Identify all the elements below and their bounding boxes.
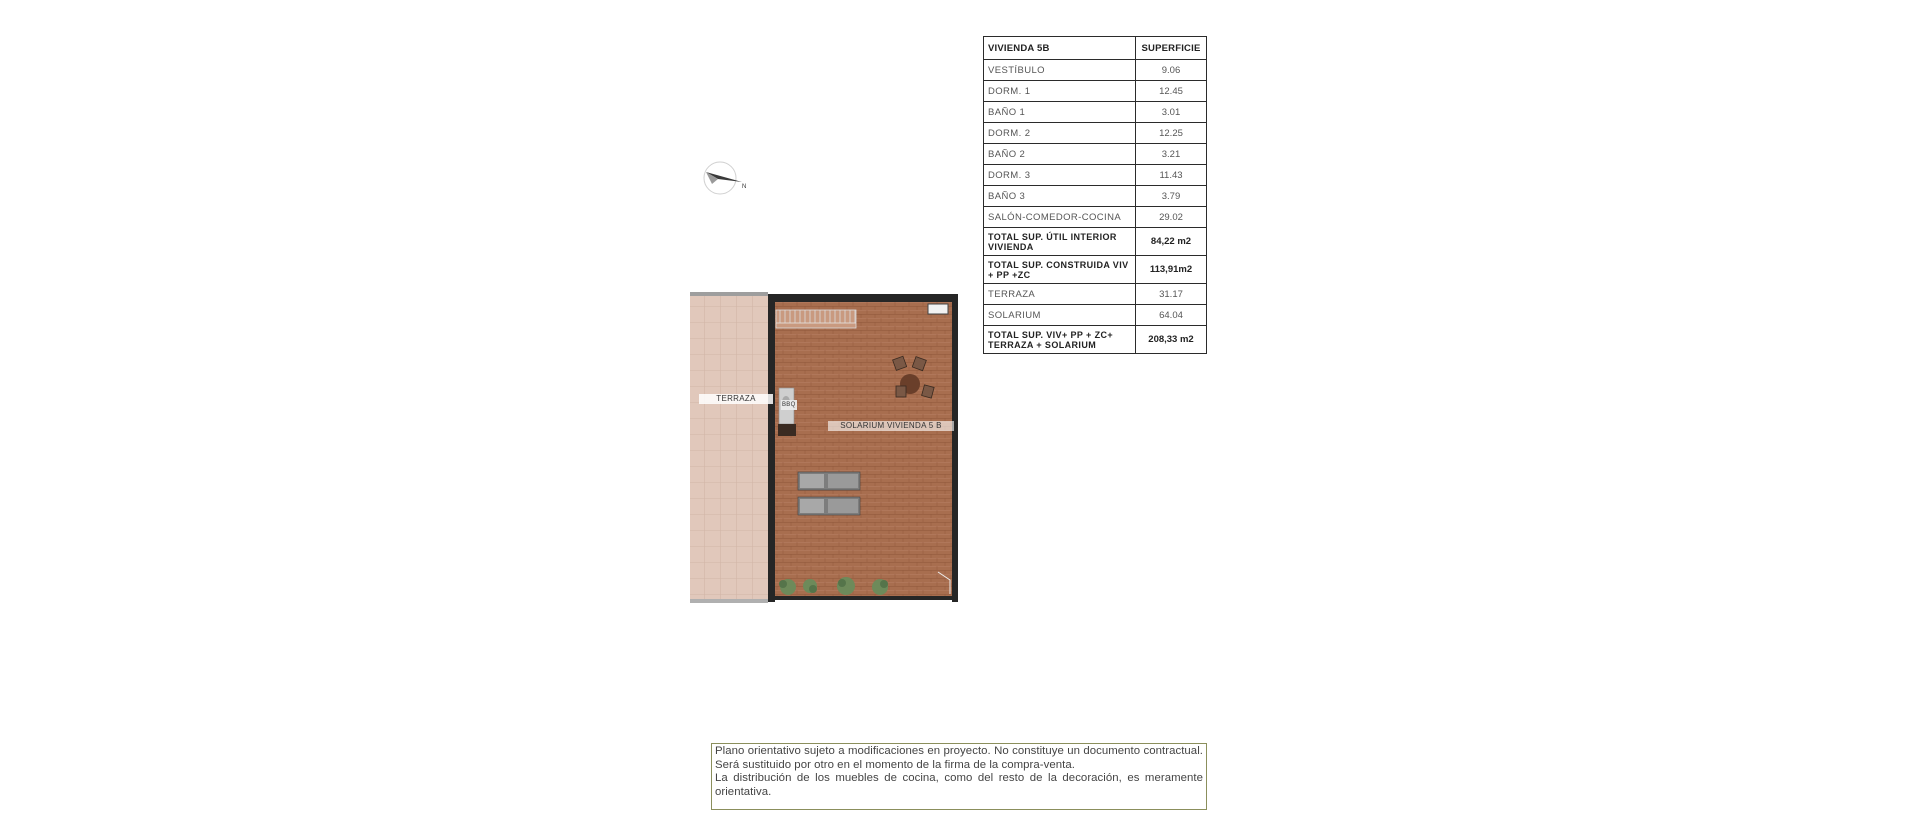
total-surface: 113,91m2 xyxy=(1136,256,1207,284)
room-surface: 3.21 xyxy=(1136,144,1207,165)
header-surface: SUPERFICIE xyxy=(1136,37,1207,60)
room-surface: 11.43 xyxy=(1136,165,1207,186)
table-row xyxy=(984,60,1207,81)
terraza-label: TERRAZA xyxy=(699,394,773,404)
solarium-label: SOLARIUM VIVIENDA 5 B xyxy=(828,421,954,431)
disclaimer-box xyxy=(711,743,1207,810)
room-surface: 29.02 xyxy=(1136,207,1207,228)
total-surface: 208,33 m2 xyxy=(1136,326,1207,354)
room-surface: 3.79 xyxy=(1136,186,1207,207)
room-surface: 12.45 xyxy=(1136,81,1207,102)
table-row xyxy=(984,144,1207,165)
table-row xyxy=(984,186,1207,207)
room-name: SALÓN-COMEDOR-COCINA xyxy=(984,207,1136,228)
room-name: DORM. 1 xyxy=(984,81,1136,102)
table-row xyxy=(984,123,1207,144)
disclaimer-line-2: La distribución de los muebles de cocina, como del resto de la decoración, es meramente orientativa. xyxy=(715,772,1203,798)
table-row-total xyxy=(984,228,1207,256)
terraza-area xyxy=(690,294,768,602)
solarium-floor-plan xyxy=(688,290,958,604)
solarium-area xyxy=(775,302,955,598)
room-surface: 9.06 xyxy=(1136,60,1207,81)
total-name: TOTAL SUP. CONSTRUIDA VIV + PP +ZC xyxy=(984,256,1136,284)
stairs xyxy=(776,310,856,328)
room-name: BAÑO 2 xyxy=(984,144,1136,165)
table-row-total xyxy=(984,256,1207,284)
table-row xyxy=(984,284,1207,305)
room-name: DORM. 2 xyxy=(984,123,1136,144)
total-name: TOTAL SUP. VIV+ PP + ZC+ TERRAZA + SOLARIUM xyxy=(984,326,1136,354)
table-row xyxy=(984,81,1207,102)
room-surface: 3.01 xyxy=(1136,102,1207,123)
room-name: VESTÍBULO xyxy=(984,60,1136,81)
header-dwelling: VIVIENDA 5B xyxy=(984,37,1136,60)
total-name: TOTAL SUP. ÚTIL INTERIOR VIVIENDA xyxy=(984,228,1136,256)
room-name: BAÑO 1 xyxy=(984,102,1136,123)
table-row xyxy=(984,165,1207,186)
room-name: BAÑO 3 xyxy=(984,186,1136,207)
table-row xyxy=(984,102,1207,123)
room-name: DORM. 3 xyxy=(984,165,1136,186)
room-surface: 64.04 xyxy=(1136,305,1207,326)
north-letter: N xyxy=(742,184,747,190)
north-arrow-icon xyxy=(702,160,752,200)
room-surface: 31.17 xyxy=(1136,284,1207,305)
table-header-row xyxy=(984,37,1207,60)
room-surface: 12.25 xyxy=(1136,123,1207,144)
table-row-total xyxy=(984,326,1207,354)
bbq-label: BBQ xyxy=(782,402,796,408)
room-name: TERRAZA xyxy=(984,284,1136,305)
total-surface: 84,22 m2 xyxy=(1136,228,1207,256)
disclaimer-line-1: Plano orientativo sujeto a modificaciones en proyecto. No constituye un documento contractual. Será sustituido por otro en el momento de la firma de la compra-venta. xyxy=(715,745,1203,771)
table-row xyxy=(984,305,1207,326)
table-row xyxy=(984,207,1207,228)
surfaces-table xyxy=(983,36,1207,354)
room-name: SOLARIUM xyxy=(984,305,1136,326)
